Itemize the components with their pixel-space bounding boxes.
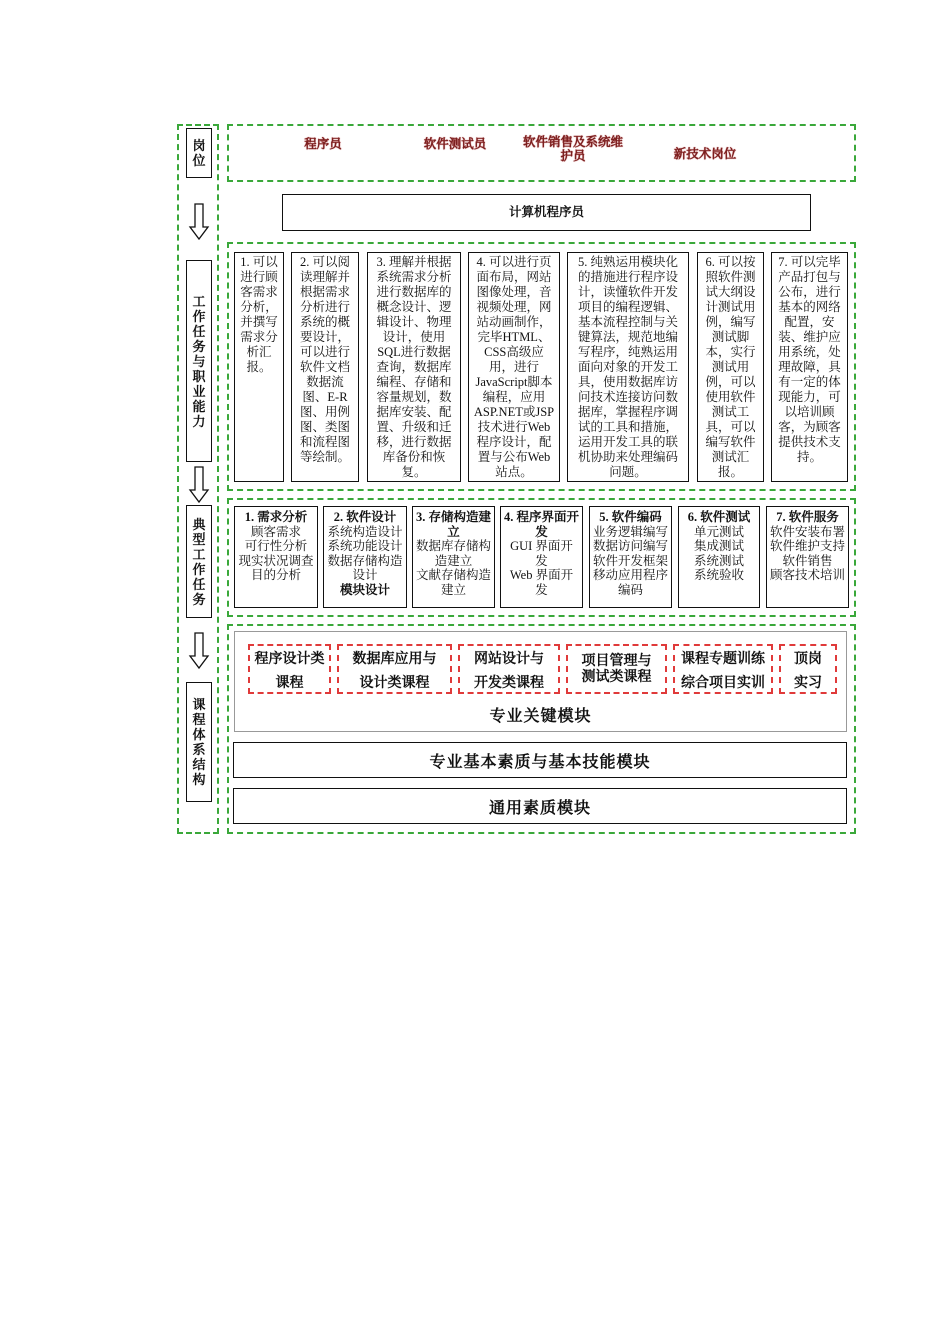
ability-box-1: 1. 可以进行顾客需求分析，并撰写需求分析汇报。 (234, 252, 284, 482)
down-arrow-icon (188, 466, 210, 504)
ability-box-3: 3. 理解并根据系统需求分析进行数据库的概念设计、逻辑设计、物理设计，使用SQL进行数据查询，数据库编程、存储和容量规划，数据库安装、配置、升级和迁移，进行数据库备份和恢复。 (367, 252, 461, 482)
ability-box-5: 5. 纯熟运用模块化的措施进行程序设计，读懂软件开发项目的编程逻辑、基本流程控制与关键算法，规范地编写程序，纯熟运用面向对象的开发工具，使用数据库访问技术连接访问数据库，掌握程序调试的工具和措施，运用开发工具的联机协助来处理编码问题。 (567, 252, 689, 482)
typical-task-3: 3. 存储构造建立 数据库存储构造建立 文献存储构造建立 (412, 506, 495, 608)
down-arrow-icon (188, 203, 210, 241)
course-project-testing: 项目管理与 测试类课程 (566, 644, 667, 694)
down-arrow-icon (188, 632, 210, 670)
key-module-title: 专业关键模块 (489, 707, 592, 725)
course-database: 数据库应用与 设计类课程 (337, 644, 452, 694)
ability-box-4: 4. 可以进行页面布局，网站图像处理，音视频处理，网站动画制作，完毕HTML、CSS高级应用，进行JavaScript脚本编程，应用ASP.NET或JSP技术进行Web程序设计，配置与公布Web站点。 (468, 252, 560, 482)
typical-task-5: 5. 软件编码 业务逻辑编写 数据访问编写 软件开发框架 移动应用程序编码 (589, 506, 672, 608)
course-training: 课程专题训练 综合项目实训 (673, 644, 773, 694)
general-module-box: 通用素质模块 (233, 788, 847, 824)
course-programming: 程序设计类 课程 (248, 644, 331, 694)
position-sales-maintenance: 软件销售及系统维护员 (522, 135, 623, 163)
label-curriculum: 课 程 体 系 结 构 (186, 682, 212, 802)
label-typical-tasks: 典 型 工 作 任 务 (186, 505, 212, 618)
position-new-tech: 新技术岗位 (673, 147, 737, 161)
position-tester: 软件测试员 (423, 137, 487, 151)
typical-task-7: 7. 软件服务 软件安装布署 软件维护支持 软件销售 顾客技术培训 (766, 506, 849, 608)
typical-task-2: 2. 软件设计 系统构造设计 系统功能设计 数据存储构造设计 模块设计 (323, 506, 407, 608)
ability-box-6: 6. 可以按照软件测试大纲设计测试用例，编写测试脚本，实行测试用例，可以使用软件测试工具，可以编写软件测试汇报。 (697, 252, 764, 482)
ability-box-2: 2. 可以阅读理解并根据需求分析进行系统的概要设计，可以进行软件文档数据流图、E-R图、用例图、类图和流程图等绘制。 (291, 252, 359, 482)
ability-box-7: 7. 可以完毕产品打包与公布，进行基本的网络配置，安装、维护应用系统，处理故障，具有一定的体现能力，可以培训顾客，为顾客提供技术支持。 (771, 252, 848, 482)
core-position-box: 计算机程序员 (282, 194, 811, 231)
course-internship: 顶岗 实习 (779, 644, 837, 694)
typical-task-1: 1. 需求分析 顾客需求 可行性分析 现实状况调查 目的分析 (234, 506, 318, 608)
label-position: 岗 位 (186, 128, 212, 178)
basic-module-box: 专业基本素质与基本技能模块 (233, 742, 847, 778)
label-tasks-abilities: 工 作 任 务 与 职 业 能 力 (186, 260, 212, 462)
typical-task-6: 6. 软件测试 单元测试 集成测试 系统测试 系统验收 (678, 506, 760, 608)
course-web: 网站设计与 开发类课程 (458, 644, 560, 694)
position-programmer: 程序员 (304, 137, 342, 151)
typical-task-4: 4. 程序界面开发 GUI 界面开发 Web 界面开发 (500, 506, 583, 608)
